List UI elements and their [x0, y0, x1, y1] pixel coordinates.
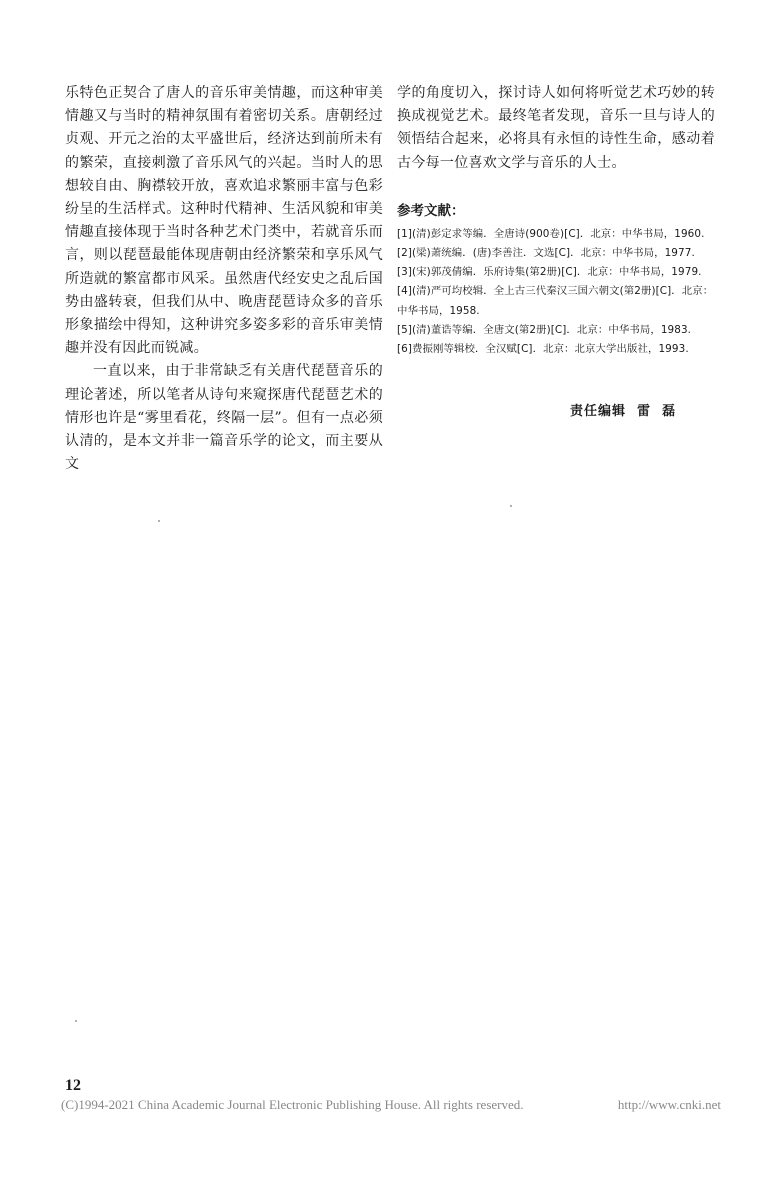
body-paragraph: 乐特色正契合了唐人的音乐审美情趣，而这种审美情趣又与当时的精神氛围有着密切关系。唐朝经过贞观、开元之治的太平盛世后，经济达到前所未有的繁荣，直接刺激了音乐风气的兴起。当时人的思想较自由、胸襟较开放，喜欢追求繁丽丰富与色彩纷呈的生活样式。这种时代精神、生活风貌和审美情趣直接体现于当时各种艺术门类中，若就音乐而言，则以琵琶最能体现唐朝由经济繁荣和享乐风气所造就的繁富都市风采。虽然唐代经安史之乱后国势由盛转衰，但我们从中、晚唐琵琶诗众多的音乐形象描绘中得知，这种讲究多姿多彩的音乐审美情趣并没有因此而锐减。: [65, 85, 383, 357]
reference-item: [4](清)严可均校辑．全上古三代秦汉三国六朝文(第2册)[C]．北京：中华书局，1958.: [397, 285, 714, 317]
copyright-text: (C)1994-2021 China Academic Journal Electronic Publishing House. All rights reserved.: [61, 1097, 524, 1112]
references-list: [397, 225, 715, 359]
scan-speck: [510, 505, 512, 507]
cnki-link[interactable]: http://www.cnki.net: [617, 1097, 721, 1112]
reference-item: [6]费振刚等辑校．全汉赋[C]．北京：北京大学出版社，1993.: [397, 343, 689, 356]
left-column: [65, 82, 383, 476]
page-number: 12: [65, 1077, 81, 1094]
reference-item: [1](清)彭定求等编．全唐诗(900卷)[C]．北京：中华书局，1960.: [397, 227, 705, 240]
body-paragraph: 学的角度切入，探讨诗人如何将听觉艺术巧妙的转换成视觉艺术。最终笔者发现，音乐一旦与诗人的领悟结合起来，必将具有永恒的诗性生命，感动着古今每一位喜欢文学与音乐的人士。: [397, 85, 715, 171]
right-column: [397, 82, 715, 359]
reference-item: [2](梁)萧统编．(唐)李善注．文选[C]．北京：中华书局，1977.: [397, 247, 695, 260]
references-heading: 参考文献：: [397, 202, 465, 219]
reference-item: [5](清)董诰等编．全唐文(第2册)[C]．北京：中华书局，1983.: [397, 323, 692, 336]
body-paragraph: 一直以来，由于非常缺乏有关唐代琵琶音乐的理论著述，所以笔者从诗句来窥探唐代琵琶艺术的情形也许是“雾里看花，终隔一层”。但有一点必须认清的，是本文并非一篇音乐学的论文，而主要从文: [65, 363, 383, 473]
scan-speck: [158, 520, 160, 522]
scan-speck: [75, 1020, 77, 1022]
reference-item: [3](宋)郭茂倩编．乐府诗集(第2册)[C]．北京：中华书局，1979.: [397, 266, 702, 279]
responsible-editor: 责任编辑 雷 磊: [570, 404, 677, 419]
copyright-footer: [61, 1097, 721, 1113]
